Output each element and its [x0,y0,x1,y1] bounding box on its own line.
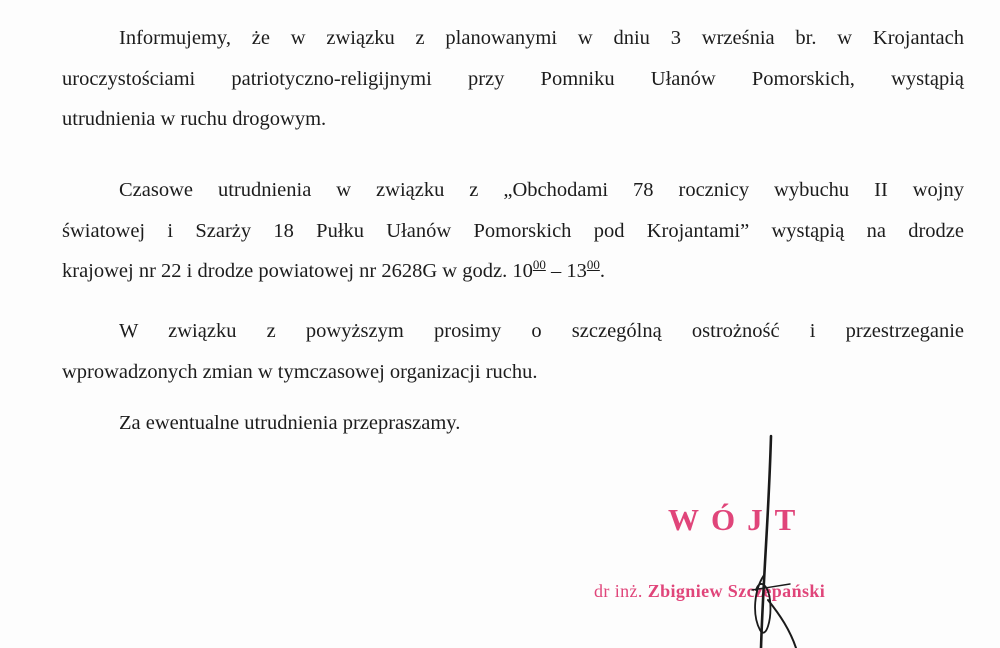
paragraph-3-line-2: wprowadzonych zmian w tymczasowej organizacji ruchu. [62,360,538,383]
time-end-minutes: 00 [586,257,600,272]
stamp-name: Zbigniew Szczepański [647,581,826,601]
stamp-name-line [594,581,825,602]
paragraph-1-line-2: uroczystościami patriotyczno-religijnymi przy Pomniku Ułanów Pomorskich, wystąpią [62,67,964,90]
paragraph-information [62,18,964,140]
time-start-minutes: 00 [532,257,546,272]
time-separator: – [545,260,567,282]
paragraph-4-line-1: Za ewentualne utrudnienia przepraszamy. [119,412,461,434]
line-end-period: . [599,260,605,282]
paragraph-1-line-1: Informujemy, że w związku z planowanymi w dniu 3 września br. w Krojantach [119,27,964,49]
stamp-name-prefix: dr inż. [594,581,648,601]
signature-stroke-vertical [761,436,771,648]
paragraph-2-line-1: Czasowe utrudnienia w związku z „Obchodami 78 rocznicy wybuchu II wojny [119,179,964,201]
paragraph-2-line-2: światowej i Szarży 18 Pułku Ułanów Pomorskich pod Krojantami” wystąpią na drodze [62,219,964,242]
time-end-hour: 13 [566,260,587,282]
signature-stroke-tail [768,600,796,648]
paragraph-3-line-1: W związku z powyższym prosimy o szczególną ostrożność i przestrzeganie [119,320,964,342]
time-start-hour: 10 [512,260,533,282]
paragraph-apology [62,403,964,444]
paragraph-1-line-3: utrudnienia w ruchu drogowym. [62,108,327,130]
paragraph-caution-request [62,311,964,392]
stamp-title-wojt: WÓJT [668,502,808,537]
paragraph-2-line-3 [62,251,964,292]
road-info-text: krajowej nr 22 i drodze powiatowej nr 2628G w godz. [62,260,513,282]
paragraph-temporary-difficulties [62,170,964,292]
